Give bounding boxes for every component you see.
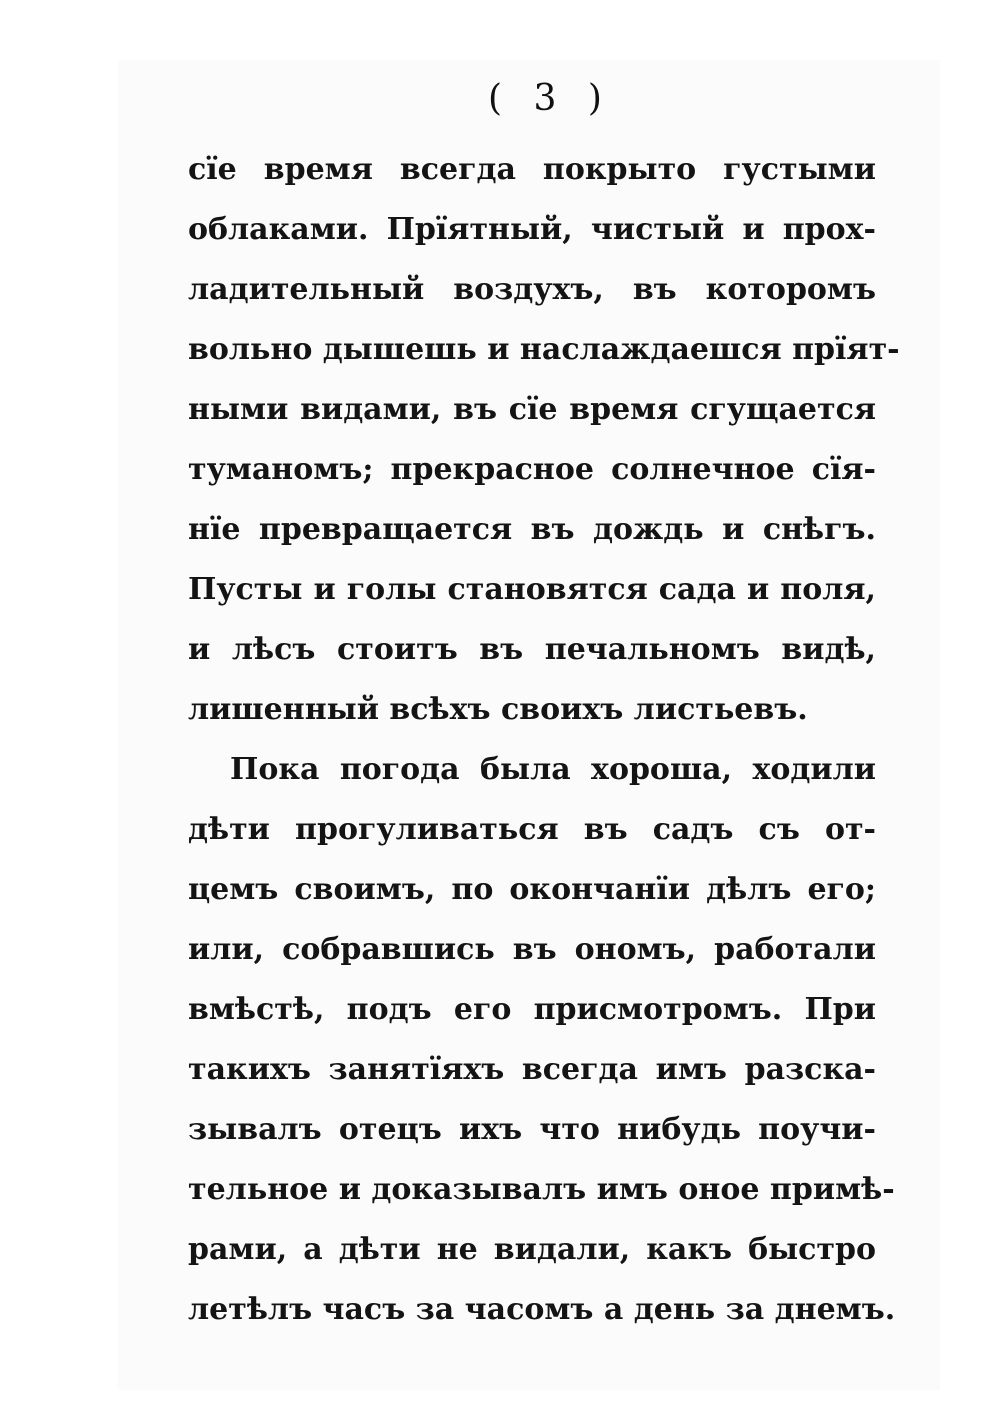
text-line: зывалъ отецъ ихъ что нибудь поучи- [188,1112,876,1147]
text-line: вольно дышешь и наслаждаешся прїят- [188,332,900,367]
text-line: Пусты и голы становятся сада и поля, [188,572,876,607]
text-line: такихъ занятїяхъ всегда имъ разска- [188,1052,876,1087]
text-line: рами, а дѣти не видали, какъ быстро [188,1232,876,1267]
text-line: и лѣсъ стоитъ въ печальномъ видѣ, [188,632,876,667]
page-number: ( 3 ) [488,78,612,119]
text-line: вмѣстѣ, подъ его присмотромъ. При [188,992,876,1027]
text-line: летѣлъ часъ за часомъ а день за днемъ. [188,1292,896,1327]
text-line: облаками. Прїятный, чистый и прох- [188,212,876,247]
text-line: дѣти прогуливаться въ садъ съ от- [188,812,876,847]
text-line: или, собравшись въ ономъ, работали [188,932,876,967]
text-line: сїе время всегда покрыто густыми [188,152,876,187]
text-line: нїе превращается въ дождь и снѣгъ. [188,512,876,547]
text-line: Пока погода была хороша, ходили [230,752,876,787]
text-line: ладительный воздухъ, въ которомъ [188,272,876,307]
text-line: лишенный всѣхъ своихъ листьевъ. [188,692,808,727]
text-line: ными видами, въ сїе время сгущается [188,392,876,427]
text-line: цемъ своимъ, по окончанїи дѣлъ его; [188,872,876,907]
text-line: туманомъ; прекрасное солнечное сїя- [188,452,876,487]
text-line: тельное и доказывалъ имъ оное примѣ- [188,1172,895,1207]
